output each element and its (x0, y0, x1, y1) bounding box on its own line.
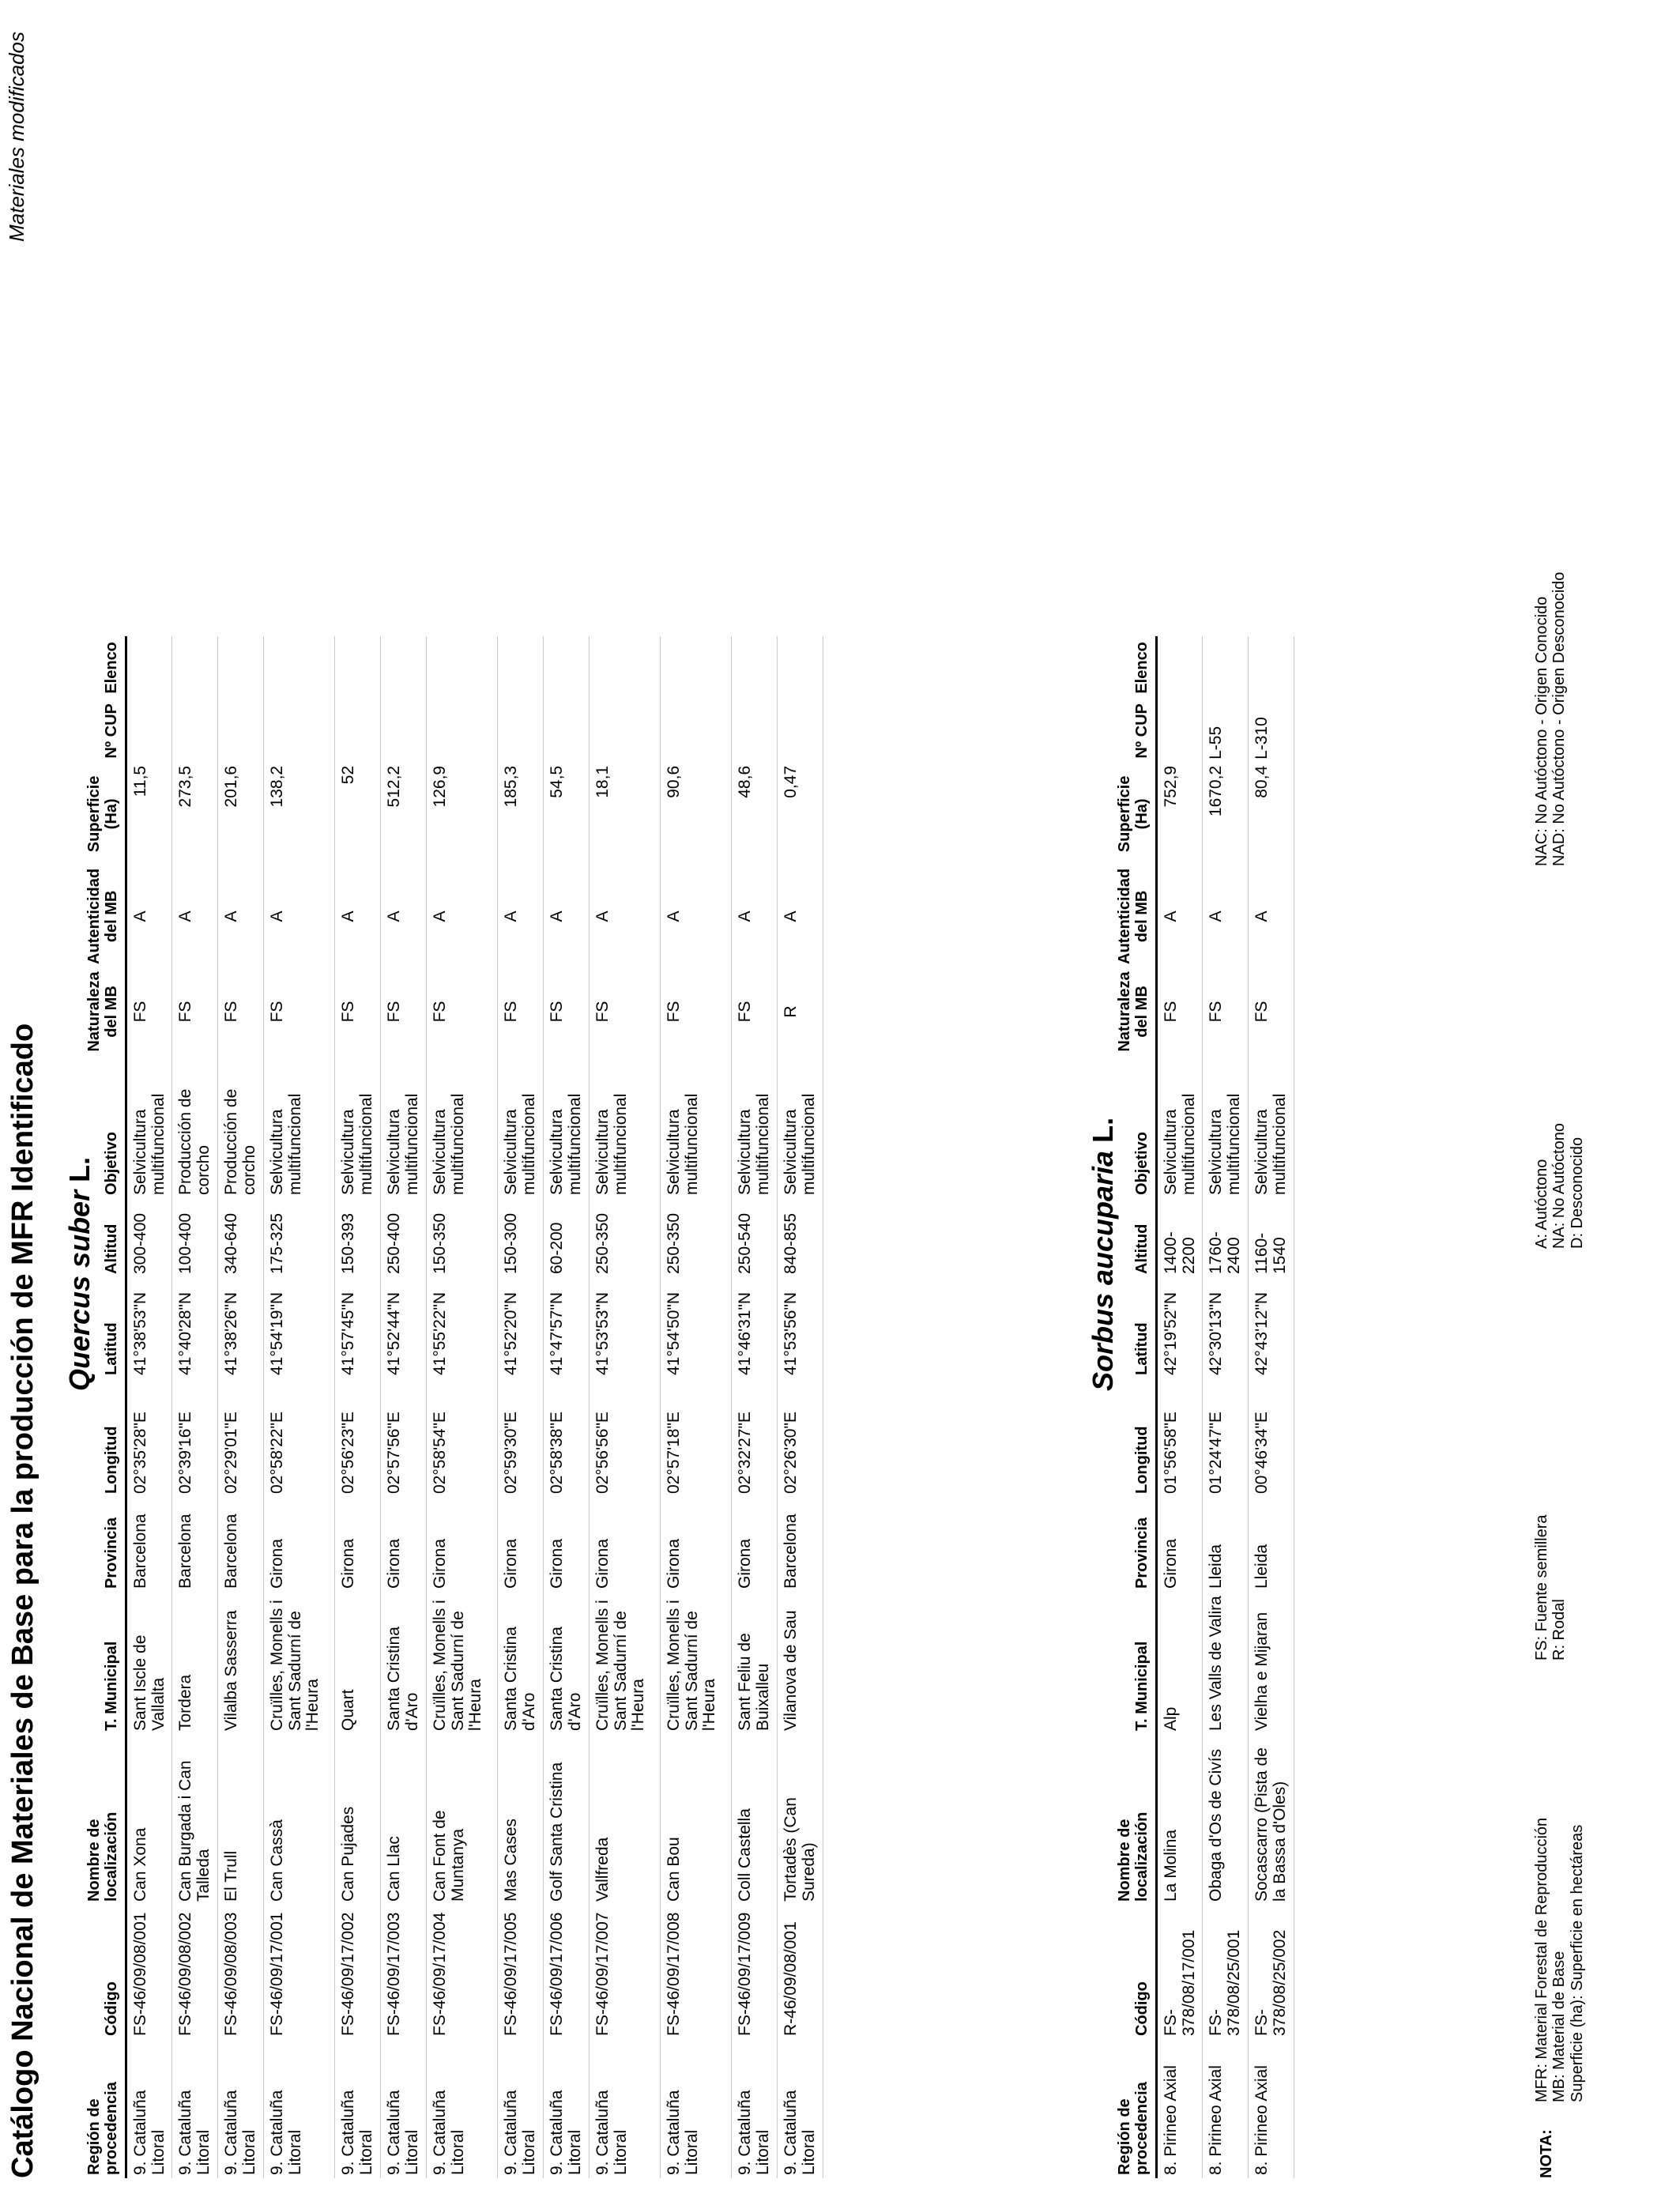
cell-cup: L-55 (1203, 699, 1249, 763)
cell-latitud: 41°38'53"N (126, 1277, 172, 1378)
cell-autenticidad: A (1249, 865, 1294, 967)
cell-provincia: Girona (1157, 1497, 1203, 1592)
cell-cup (778, 699, 823, 763)
cell-nombre: Can Cassà (264, 1734, 335, 1905)
cell-codigo: FS-46/09/17/001 (264, 1905, 335, 2039)
cell-altitud: 340-640 (218, 1198, 264, 1277)
document-title: Catálogo Nacional de Materiales de Base para la producción de MFR Identificado (6, 1023, 40, 2178)
cell-provincia: Barcelona (126, 1497, 172, 1592)
species-author: L. (63, 1156, 96, 1182)
cell-nombre: Tortadès (Can Sureda) (778, 1734, 823, 1905)
cell-objetivo: Producción de corcho (218, 1056, 264, 1198)
cell-provincia: Girona (544, 1497, 590, 1592)
cell-altitud: 250-350 (590, 1198, 661, 1277)
cell-codigo: FS-46/09/17/009 (732, 1905, 778, 2039)
cell-cup (590, 699, 661, 763)
cell-autenticidad: A (1157, 865, 1203, 967)
notes-autenticidad (1533, 1123, 1586, 1249)
table-row (544, 636, 590, 2178)
cell-superficie: 185,3 (498, 763, 544, 865)
cell-objetivo: Selvicultura multifuncional (264, 1056, 335, 1198)
table-row (126, 636, 172, 2178)
cell-nombre: Golf Santa Cristina (544, 1734, 590, 1905)
cell-elenco (172, 636, 218, 699)
cell-cup (498, 699, 544, 763)
cell-codigo: FS-46/09/08/003 (218, 1905, 264, 2039)
cell-elenco (590, 636, 661, 699)
cell-elenco (381, 636, 427, 699)
cell-codigo: FS-46/09/17/002 (335, 1905, 381, 2039)
cell-region: 9. Cataluña Litoral (590, 2039, 661, 2178)
cell-objetivo: Selvicultura multifuncional (544, 1056, 590, 1198)
cell-longitud: 02°59'30"E (498, 1378, 544, 1497)
cell-superficie: 138,2 (264, 763, 335, 865)
notes-label: NOTA: (1538, 2129, 1555, 2178)
cell-nombre: Can Pujades (335, 1734, 381, 1905)
cell-altitud: 300-400 (126, 1198, 172, 1277)
column-header: Nº CUP (103, 703, 120, 759)
species-name: Sorbus aucuparia (1087, 1150, 1119, 1391)
cell-region: 9. Cataluña Litoral (732, 2039, 778, 2178)
cell-codigo: FS-46/09/17/005 (498, 1905, 544, 2039)
cell-provincia: Girona (381, 1497, 427, 1592)
table-row (1249, 636, 1294, 2178)
table-row (732, 636, 778, 2178)
cell-superficie: 273,5 (172, 763, 218, 865)
cell-naturaleza: FS (732, 967, 778, 1056)
cell-altitud: 250-540 (732, 1198, 778, 1277)
cell-superficie: 512,2 (381, 763, 427, 865)
column-header: Nombre de localización (85, 1811, 120, 1902)
table-row (172, 636, 218, 2178)
document-section-label: Materiales modificados (5, 32, 28, 242)
cell-altitud: 150-393 (335, 1198, 381, 1277)
cell-objetivo: Selvicultura multifuncional (661, 1056, 732, 1198)
cell-objetivo: Selvicultura multifuncional (1203, 1056, 1249, 1198)
note-line: Superficie (ha): Superficie en hectáreas (1568, 1824, 1586, 2102)
cell-superficie: 201,6 (218, 763, 264, 865)
column-header: Superficie (Ha) (85, 775, 120, 853)
species-name: Quercus suber (63, 1189, 96, 1391)
cell-municipio: Vilanova de Sau (778, 1592, 823, 1734)
column-header: Altitud (103, 1223, 120, 1274)
cell-superficie: 11,5 (126, 763, 172, 865)
cell-codigo: FS-46/09/08/002 (172, 1905, 218, 2039)
column-header: Naturaleza del MB (1116, 971, 1151, 1052)
column-header: Elenco (103, 642, 120, 694)
cell-region: 8. Pirineo Axial (1203, 2039, 1249, 2178)
cell-municipio: Cruïlles, Monells i Sant Sadurní de l'Heura (264, 1592, 335, 1734)
column-header: Región de procedencia (1116, 2082, 1151, 2175)
cell-region: 8. Pirineo Axial (1249, 2039, 1294, 2178)
cell-nombre: Coll Castella (732, 1734, 778, 1905)
cell-region: 9. Cataluña Litoral (661, 2039, 732, 2178)
cell-elenco (1249, 636, 1294, 699)
cell-nombre: Can Xona (126, 1734, 172, 1905)
column-header: Elenco (1133, 642, 1151, 694)
cell-cup (732, 699, 778, 763)
cell-elenco (732, 636, 778, 699)
cell-codigo: FS-46/09/17/007 (590, 1905, 661, 2039)
cell-autenticidad: A (381, 865, 427, 967)
cell-altitud: 150-350 (427, 1198, 498, 1277)
table-header-row (85, 636, 126, 2178)
notes-origen (1533, 572, 1569, 866)
table-row (498, 636, 544, 2178)
column-header: Latitud (1133, 1322, 1151, 1375)
cell-latitud: 41°38'26"N (218, 1277, 264, 1378)
cell-municipio: Cruïlles, Monells i Sant Sadurní de l'Heura (427, 1592, 498, 1734)
cell-objetivo: Selvicultura multifuncional (1249, 1056, 1294, 1198)
cell-longitud: 02°58'38"E (544, 1378, 590, 1497)
cell-provincia: Barcelona (172, 1497, 218, 1592)
cell-latitud: 42°43'12"N (1249, 1277, 1294, 1378)
cell-autenticidad: A (778, 865, 823, 967)
cell-longitud: 02°56'23"E (335, 1378, 381, 1497)
cell-superficie: 1670,2 (1203, 763, 1249, 865)
column-header: Latitud (103, 1322, 120, 1375)
cell-provincia: Girona (498, 1497, 544, 1592)
cell-autenticidad: A (335, 865, 381, 967)
cell-elenco (218, 636, 264, 699)
cell-region: 9. Cataluña Litoral (172, 2039, 218, 2178)
cell-objetivo: Selvicultura multifuncional (1157, 1056, 1203, 1198)
cell-municipio: Cruïlles, Monells i Sant Sadurní de l'Heura (661, 1592, 732, 1734)
cell-codigo: FS-46/09/17/003 (381, 1905, 427, 2039)
cell-autenticidad: A (732, 865, 778, 967)
cell-municipio: Quart (335, 1592, 381, 1734)
cell-provincia: Barcelona (218, 1497, 264, 1592)
cell-elenco (1157, 636, 1203, 699)
notes-section (1533, 281, 1659, 2178)
cell-autenticidad: A (544, 865, 590, 967)
cell-altitud: 100-400 (172, 1198, 218, 1277)
cell-altitud: 175-325 (264, 1198, 335, 1277)
cell-municipio: Cruïlles, Monells i Sant Sadurní de l'Heura (590, 1592, 661, 1734)
cell-provincia: Girona (335, 1497, 381, 1592)
column-header: Nombre de localización (1116, 1811, 1151, 1902)
cell-cup (427, 699, 498, 763)
cell-longitud: 02°35'28"E (126, 1378, 172, 1497)
cell-region: 9. Cataluña Litoral (335, 2039, 381, 2178)
column-header: Naturaleza del MB (85, 971, 120, 1052)
materials-table-sorbus-aucuparia (1116, 636, 1294, 2178)
table-row (427, 636, 498, 2178)
cell-naturaleza: FS (1157, 967, 1203, 1056)
cell-latitud: 41°46'31"N (732, 1277, 778, 1378)
cell-codigo: FS-378/08/25/001 (1203, 1905, 1249, 2039)
table-row (218, 636, 264, 2178)
cell-municipio: Santa Cristina d'Aro (381, 1592, 427, 1734)
column-header: Autenticidad del MB (85, 868, 120, 964)
cell-municipio: Santa Cristina d'Aro (544, 1592, 590, 1734)
table-header-row (1116, 636, 1157, 2178)
cell-region: 9. Cataluña Litoral (218, 2039, 264, 2178)
note-line: MB: Material de Base (1550, 1951, 1569, 2102)
cell-longitud: 02°57'18"E (661, 1378, 732, 1497)
cell-autenticidad: A (427, 865, 498, 967)
column-header: Código (103, 1981, 120, 2036)
cell-codigo: FS-46/09/17/004 (427, 1905, 498, 2039)
column-header: Región de procedencia (85, 2082, 120, 2175)
table-row (381, 636, 427, 2178)
cell-municipio: Vielha e Mijaran (1249, 1592, 1294, 1734)
cell-naturaleza: FS (544, 967, 590, 1056)
cell-superficie: 48,6 (732, 763, 778, 865)
cell-provincia: Girona (427, 1497, 498, 1592)
column-header: Objetivo (103, 1131, 120, 1195)
cell-municipio: Tordera (172, 1592, 218, 1734)
cell-longitud: 02°26'30"E (778, 1378, 823, 1497)
cell-superficie: 126,9 (427, 763, 498, 865)
cell-naturaleza: R (778, 967, 823, 1056)
cell-naturaleza: FS (590, 967, 661, 1056)
column-header: Provincia (1133, 1517, 1151, 1589)
cell-longitud: 02°58'54"E (427, 1378, 498, 1497)
cell-naturaleza: FS (335, 967, 381, 1056)
cell-elenco (126, 636, 172, 699)
cell-municipio: Santa Cristina d'Aro (498, 1592, 544, 1734)
cell-codigo: R-46/09/08/001 (778, 1905, 823, 2039)
cell-latitud: 41°55'22"N (427, 1277, 498, 1378)
cell-superficie: 752,9 (1157, 763, 1203, 865)
cell-nombre: El Trull (218, 1734, 264, 1905)
cell-provincia: Lleida (1203, 1497, 1249, 1592)
cell-altitud: 1400-2200 (1157, 1198, 1203, 1277)
cell-codigo: FS-46/09/17/006 (544, 1905, 590, 2039)
cell-objetivo: Selvicultura multifuncional (427, 1056, 498, 1198)
cell-cup (1157, 699, 1203, 763)
cell-latitud: 41°54'50"N (661, 1277, 732, 1378)
cell-longitud: 02°58'22"E (264, 1378, 335, 1497)
cell-naturaleza: FS (381, 967, 427, 1056)
column-header: Provincia (103, 1517, 120, 1589)
cell-nombre: Vallfreda (590, 1734, 661, 1905)
cell-superficie: 0,47 (778, 763, 823, 865)
note-line: D: Desconocido (1568, 1137, 1586, 1249)
cell-autenticidad: A (661, 865, 732, 967)
column-header: Autenticidad del MB (1116, 868, 1151, 964)
cell-superficie: 54,5 (544, 763, 590, 865)
cell-objetivo: Selvicultura multifuncional (381, 1056, 427, 1198)
cell-codigo: FS-46/09/08/001 (126, 1905, 172, 2039)
cell-objetivo: Selvicultura multifuncional (335, 1056, 381, 1198)
cell-elenco (264, 636, 335, 699)
cell-region: 9. Cataluña Litoral (381, 2039, 427, 2178)
cell-autenticidad: A (264, 865, 335, 967)
column-header: Altitud (1133, 1223, 1151, 1274)
cell-nombre: Can Burgada i Can Talleda (172, 1734, 218, 1905)
cell-altitud: 1760-2400 (1203, 1198, 1249, 1277)
cell-cup (335, 699, 381, 763)
cell-naturaleza: FS (427, 967, 498, 1056)
cell-region: 9. Cataluña Litoral (498, 2039, 544, 2178)
cell-naturaleza: FS (172, 967, 218, 1056)
cell-latitud: 42°30'13"N (1203, 1277, 1249, 1378)
note-line: FS: Fuente semillera (1533, 1514, 1550, 1661)
note-line: A: Autóctono (1533, 1159, 1550, 1249)
cell-region: 9. Cataluña Litoral (264, 2039, 335, 2178)
cell-codigo: FS-378/08/17/001 (1157, 1905, 1203, 2039)
cell-objetivo: Selvicultura multifuncional (590, 1056, 661, 1198)
cell-naturaleza: FS (218, 967, 264, 1056)
cell-elenco (544, 636, 590, 699)
column-header: Superficie (Ha) (1116, 775, 1151, 853)
cell-objetivo: Selvicultura multifuncional (498, 1056, 544, 1198)
cell-latitud: 41°57'45"N (335, 1277, 381, 1378)
table-row (590, 636, 661, 2178)
note-line: MFR: Material Forestal de Reproducción (1533, 1817, 1550, 2102)
cell-altitud: 250-350 (661, 1198, 732, 1277)
column-header: T. Municipal (103, 1641, 120, 1731)
cell-latitud: 42°19'52"N (1157, 1277, 1203, 1378)
cell-provincia: Lleida (1249, 1497, 1294, 1592)
cell-altitud: 250-400 (381, 1198, 427, 1277)
cell-cup: L-310 (1249, 699, 1294, 763)
cell-longitud: 02°57'56"E (381, 1378, 427, 1497)
table-row (1203, 636, 1249, 2178)
cell-longitud: 02°29'01"E (218, 1378, 264, 1497)
cell-cup (264, 699, 335, 763)
cell-elenco (427, 636, 498, 699)
cell-latitud: 41°40'28"N (172, 1277, 218, 1378)
cell-altitud: 840-855 (778, 1198, 823, 1277)
cell-region: 9. Cataluña Litoral (778, 2039, 823, 2178)
cell-provincia: Girona (590, 1497, 661, 1592)
cell-longitud: 01°24'47"E (1203, 1378, 1249, 1497)
cell-provincia: Barcelona (778, 1497, 823, 1592)
cell-autenticidad: A (498, 865, 544, 967)
cell-objetivo: Selvicultura multifuncional (778, 1056, 823, 1198)
cell-autenticidad: A (218, 865, 264, 967)
cell-latitud: 41°52'20"N (498, 1277, 544, 1378)
cell-autenticidad: A (590, 865, 661, 967)
note-line: NAD: No Autóctono - Origen Desconocido (1550, 571, 1569, 866)
table-row (335, 636, 381, 2178)
species-author: L. (1087, 1117, 1119, 1143)
cell-autenticidad: A (1203, 865, 1249, 967)
cell-elenco (778, 636, 823, 699)
column-header: Longitud (1133, 1426, 1151, 1494)
cell-provincia: Girona (264, 1497, 335, 1592)
cell-nombre: Can Font de Muntanya (427, 1734, 498, 1905)
cell-cup (544, 699, 590, 763)
cell-provincia: Girona (661, 1497, 732, 1592)
cell-longitud: 00°46'34"E (1249, 1378, 1294, 1497)
note-line: R: Rodal (1550, 1599, 1569, 1661)
table-row (1157, 636, 1203, 2178)
cell-region: 9. Cataluña Litoral (544, 2039, 590, 2178)
cell-naturaleza: FS (661, 967, 732, 1056)
cell-latitud: 41°53'53"N (590, 1277, 661, 1378)
cell-latitud: 41°53'56"N (778, 1277, 823, 1378)
species-title (1087, 1118, 1120, 1391)
cell-municipio: Alp (1157, 1592, 1203, 1734)
cell-autenticidad: A (172, 865, 218, 967)
table-row (778, 636, 823, 2178)
cell-nombre: Socascarro (Pista de la Bassa d'Oles) (1249, 1734, 1294, 1905)
table-row (264, 636, 335, 2178)
cell-autenticidad: A (126, 865, 172, 967)
cell-codigo: FS-378/08/25/002 (1249, 1905, 1294, 2039)
cell-nombre: Obaga d'Os de Civís (1203, 1734, 1249, 1905)
cell-latitud: 41°54'19"N (264, 1277, 335, 1378)
cell-naturaleza: FS (1203, 967, 1249, 1056)
cell-elenco (335, 636, 381, 699)
cell-naturaleza: FS (498, 967, 544, 1056)
cell-region: 9. Cataluña Litoral (427, 2039, 498, 2178)
cell-municipio: Les Valls de Valira (1203, 1592, 1249, 1734)
cell-longitud: 02°39'16"E (172, 1378, 218, 1497)
cell-superficie: 18,1 (590, 763, 661, 865)
cell-longitud: 02°32'27"E (732, 1378, 778, 1497)
cell-nombre: La Molina (1157, 1734, 1203, 1905)
cell-objetivo: Selvicultura multifuncional (732, 1056, 778, 1198)
cell-cup (126, 699, 172, 763)
cell-altitud: 1160-1540 (1249, 1198, 1294, 1277)
cell-nombre: Can Llac (381, 1734, 427, 1905)
cell-cup (218, 699, 264, 763)
cell-naturaleza: FS (264, 967, 335, 1056)
cell-objetivo: Selvicultura multifuncional (126, 1056, 172, 1198)
cell-region: 9. Cataluña Litoral (126, 2039, 172, 2178)
cell-municipio: Sant Feliu de Buixalleu (732, 1592, 778, 1734)
cell-longitud: 02°56'56"E (590, 1378, 661, 1497)
cell-municipio: Vilalba Sasserra (218, 1592, 264, 1734)
notes-abbreviations (1533, 1818, 1586, 2102)
cell-latitud: 41°52'44"N (381, 1277, 427, 1378)
cell-superficie: 90,6 (661, 763, 732, 865)
cell-region: 8. Pirineo Axial (1157, 2039, 1203, 2178)
note-line: NAC: No Autóctono - Origen Conocido (1533, 596, 1550, 866)
cell-elenco (1203, 636, 1249, 699)
cell-elenco (661, 636, 732, 699)
cell-naturaleza: FS (126, 967, 172, 1056)
cell-objetivo: Producción de corcho (172, 1056, 218, 1198)
cell-cup (172, 699, 218, 763)
notes-naturaleza (1533, 1514, 1569, 1661)
cell-superficie: 80,4 (1249, 763, 1294, 865)
column-header: Objetivo (1133, 1131, 1151, 1195)
cell-altitud: 60-200 (544, 1198, 590, 1277)
column-header: Nº CUP (1133, 703, 1151, 759)
cell-codigo: FS-46/09/17/008 (661, 1905, 732, 2039)
cell-nombre: Can Bou (661, 1734, 732, 1905)
cell-altitud: 150-300 (498, 1198, 544, 1277)
note-line: NA: No Autóctono (1550, 1123, 1569, 1249)
cell-naturaleza: FS (1249, 967, 1294, 1056)
cell-nombre: Mas Cases (498, 1734, 544, 1905)
cell-latitud: 41°47'57"N (544, 1277, 590, 1378)
materials-table-quercus-suber (85, 636, 823, 2178)
cell-provincia: Girona (732, 1497, 778, 1592)
cell-municipio: Sant Iscle de Vallalta (126, 1592, 172, 1734)
column-header: T. Municipal (1133, 1641, 1151, 1731)
column-header: Longitud (103, 1426, 120, 1494)
cell-cup (661, 699, 732, 763)
cell-superficie: 52 (335, 763, 381, 865)
cell-cup (381, 699, 427, 763)
column-header: Código (1133, 1981, 1151, 2036)
cell-longitud: 01°56'58"E (1157, 1378, 1203, 1497)
cell-elenco (498, 636, 544, 699)
table-row (661, 636, 732, 2178)
